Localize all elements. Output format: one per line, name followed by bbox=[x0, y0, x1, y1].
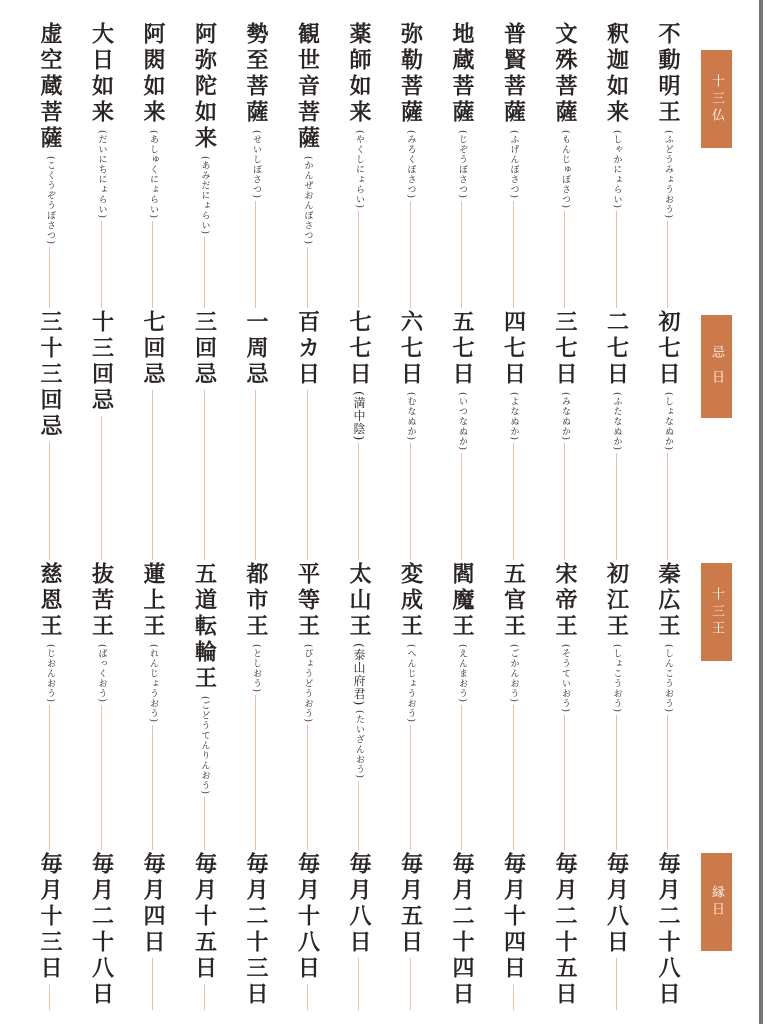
memorial-day: 四七日 bbox=[500, 310, 527, 388]
buddha-reading: (じぞうぼさつ) bbox=[457, 130, 467, 200]
buddha-reading: (もんじゅぼさつ) bbox=[560, 130, 570, 210]
buddha-cell bbox=[595, 20, 639, 211]
header-kinichi: 忌 日 bbox=[701, 315, 732, 418]
king-cell bbox=[646, 560, 690, 715]
memorial-day: 六七日 bbox=[397, 310, 424, 388]
ennichi-cell bbox=[543, 850, 587, 1010]
ennichi-cell bbox=[183, 850, 227, 984]
ennichi-cell bbox=[595, 850, 639, 958]
memorial-day-cell bbox=[80, 308, 124, 416]
buddha-name: 釈迦如来 bbox=[603, 22, 630, 126]
king-name: 太山王 bbox=[346, 562, 372, 640]
table-row bbox=[131, 20, 175, 1020]
ennichi-cell bbox=[28, 850, 72, 984]
memorial-day-cell bbox=[646, 308, 690, 453]
ennichi-day: 毎月十五日 bbox=[191, 852, 218, 982]
king-reading: (ごどうてんりんおう) bbox=[199, 696, 210, 796]
buddha-cell bbox=[337, 20, 381, 211]
memorial-day-cell bbox=[183, 308, 227, 390]
ennichi-cell bbox=[234, 850, 278, 1010]
king-name: 閻魔王 bbox=[449, 562, 475, 640]
buddha-reading: (ふどうみょうおう) bbox=[663, 130, 673, 220]
ennichi-cell bbox=[646, 850, 690, 1010]
king-reading: (ばっくおう) bbox=[96, 644, 107, 704]
king-alt-name: (泰山府君) bbox=[352, 643, 366, 707]
right-border bbox=[759, 0, 763, 1024]
buddha-reading: (かんぜおんぼさつ) bbox=[302, 156, 313, 246]
buddha-name: 阿弥陀如来 bbox=[191, 22, 218, 152]
memorial-day: 七七日 bbox=[346, 310, 372, 388]
king-cell bbox=[80, 560, 124, 705]
ennichi-day: 毎月二十五日 bbox=[552, 852, 578, 1008]
table-row bbox=[646, 20, 690, 1020]
king-name: 都市王 bbox=[243, 562, 269, 640]
buddha-cell bbox=[286, 20, 330, 247]
memorial-day-cell bbox=[389, 308, 433, 443]
king-cell bbox=[286, 560, 330, 725]
king-reading: (しんこうおう) bbox=[663, 644, 673, 714]
king-reading: (れんじょうおう) bbox=[148, 644, 158, 724]
memorial-day-reading: (ふたなぬか) bbox=[611, 392, 622, 452]
buddha-reading: (あしゅくにょらい) bbox=[148, 130, 158, 220]
table-row bbox=[440, 20, 484, 1020]
buddha-reading: (しゃかにょらい) bbox=[611, 130, 622, 210]
ennichi-cell bbox=[80, 850, 124, 1010]
memorial-day-cell bbox=[131, 308, 175, 390]
ennichi-cell bbox=[440, 850, 484, 1010]
king-reading: (ごかんおう) bbox=[508, 644, 519, 704]
king-reading: (そうていおう) bbox=[560, 644, 570, 714]
buddha-cell bbox=[28, 20, 72, 247]
ennichi-day: 毎月四日 bbox=[140, 852, 166, 956]
king-reading: (じおんおう) bbox=[45, 644, 55, 704]
buddha-name: 不動明王 bbox=[655, 22, 681, 126]
king-name: 宋帝王 bbox=[552, 562, 578, 640]
king-name: 平等王 bbox=[294, 562, 321, 640]
ennichi-day: 毎月二十八日 bbox=[655, 852, 681, 1008]
buddha-reading: (こくうぞうぼさつ) bbox=[45, 156, 55, 246]
king-cell bbox=[543, 560, 587, 715]
king-reading: (びょうどうおう) bbox=[302, 644, 313, 724]
king-cell bbox=[440, 560, 484, 705]
buddha-cell bbox=[183, 20, 227, 237]
table-row bbox=[80, 20, 124, 1020]
buddha-reading: (せいしぼさつ) bbox=[251, 130, 261, 200]
king-name: 初江王 bbox=[603, 562, 630, 640]
memorial-day-cell bbox=[595, 308, 639, 453]
king-reading: (えんまおう) bbox=[457, 644, 467, 704]
king-reading: (しょこうおう) bbox=[611, 644, 622, 714]
buddha-cell bbox=[646, 20, 690, 221]
memorial-day: 七回忌 bbox=[140, 310, 166, 388]
table-row bbox=[595, 20, 639, 1020]
memorial-day-cell bbox=[492, 308, 536, 443]
memorial-day-cell bbox=[543, 308, 587, 443]
buddha-cell bbox=[234, 20, 278, 201]
ennichi-day: 毎月二十三日 bbox=[243, 852, 269, 1008]
table-row bbox=[28, 20, 72, 1020]
buddha-name: 大日如来 bbox=[88, 22, 115, 126]
king-cell bbox=[337, 560, 381, 781]
king-reading: (としおう) bbox=[251, 644, 261, 694]
ennichi-day: 毎月二十四日 bbox=[449, 852, 475, 1008]
king-reading: (へんじょうおう) bbox=[405, 644, 416, 724]
ennichi-cell bbox=[286, 850, 330, 984]
ennichi-day: 毎月二十八日 bbox=[88, 852, 115, 1008]
table-row bbox=[337, 20, 381, 1020]
memorial-day: 百カ日 bbox=[294, 310, 321, 388]
table-row bbox=[492, 20, 536, 1020]
king-name: 五道転輪王 bbox=[191, 562, 218, 692]
ennichi-cell bbox=[131, 850, 175, 958]
buddha-name: 文殊菩薩 bbox=[552, 22, 578, 126]
king-cell bbox=[234, 560, 278, 695]
buddha-name: 薬師如来 bbox=[346, 22, 372, 126]
ennichi-cell bbox=[337, 850, 381, 958]
memorial-day: 三回忌 bbox=[191, 310, 218, 388]
buddha-reading: (みろくぼさつ) bbox=[405, 130, 416, 200]
king-cell bbox=[28, 560, 72, 705]
buddha-cell bbox=[389, 20, 433, 201]
king-name: 変成王 bbox=[397, 562, 424, 640]
memorial-day: 初七日 bbox=[655, 310, 681, 388]
ennichi-cell bbox=[492, 850, 536, 984]
table-row bbox=[389, 20, 433, 1020]
king-cell bbox=[389, 560, 433, 725]
king-cell bbox=[183, 560, 227, 797]
buddha-name: 観世音菩薩 bbox=[294, 22, 321, 152]
memorial-day-reading: (むなぬか) bbox=[405, 392, 416, 442]
buddha-cell bbox=[440, 20, 484, 201]
header-jusano: 十三王 bbox=[701, 563, 732, 661]
memorial-day-reading: (よなぬか) bbox=[508, 392, 519, 442]
king-cell bbox=[131, 560, 175, 725]
ennichi-day: 毎月八日 bbox=[346, 852, 372, 956]
king-name: 慈恩王 bbox=[37, 562, 63, 640]
king-name: 抜苦王 bbox=[88, 562, 115, 640]
buddha-name: 虚空蔵菩薩 bbox=[37, 22, 63, 152]
king-name: 蓮上王 bbox=[140, 562, 166, 640]
memorial-day: 五七日 bbox=[449, 310, 475, 388]
memorial-day-cell bbox=[440, 308, 484, 453]
buddha-name: 勢至菩薩 bbox=[243, 22, 269, 126]
table-row bbox=[543, 20, 587, 1020]
ennichi-day: 毎月十三日 bbox=[37, 852, 63, 982]
buddha-name: 地蔵菩薩 bbox=[449, 22, 475, 126]
buddha-reading: (やくしにょらい) bbox=[354, 130, 364, 210]
king-cell bbox=[595, 560, 639, 715]
ennichi-day: 毎月八日 bbox=[603, 852, 630, 956]
header-jusanbutsu: 十三仏 bbox=[701, 50, 732, 148]
buddha-name: 弥勒菩薩 bbox=[397, 22, 424, 126]
memorial-day-note: (満中陰) bbox=[352, 391, 366, 442]
king-name: 五官王 bbox=[500, 562, 527, 640]
memorial-day-cell bbox=[234, 308, 278, 390]
memorial-day: 一周忌 bbox=[243, 310, 269, 388]
memorial-day: 二七日 bbox=[603, 310, 630, 388]
buddha-cell bbox=[492, 20, 536, 201]
memorial-day-cell bbox=[337, 308, 381, 443]
king-reading: (たいざんおう) bbox=[354, 710, 364, 780]
buddha-name: 普賢菩薩 bbox=[500, 22, 527, 126]
buddha-reading: (だいにちにょらい) bbox=[96, 130, 107, 220]
ennichi-day: 毎月十四日 bbox=[500, 852, 527, 982]
memorial-day: 十三回忌 bbox=[88, 310, 115, 414]
buddha-cell bbox=[80, 20, 124, 221]
buddha-reading: (あみだにょらい) bbox=[199, 156, 210, 236]
king-cell bbox=[492, 560, 536, 705]
table-row bbox=[183, 20, 227, 1020]
king-name: 秦広王 bbox=[655, 562, 681, 640]
buddha-name: 阿閦如来 bbox=[140, 22, 166, 126]
buddha-cell bbox=[131, 20, 175, 221]
memorial-day-cell bbox=[28, 308, 72, 442]
header-ennichi: 縁日 bbox=[701, 853, 732, 951]
memorial-day-reading: (しょなぬか) bbox=[663, 392, 673, 452]
table-row bbox=[234, 20, 278, 1020]
memorial-day-reading: (みなぬか) bbox=[560, 392, 570, 442]
buddha-cell bbox=[543, 20, 587, 211]
ennichi-day: 毎月十八日 bbox=[294, 852, 321, 982]
memorial-day-reading: (いつなぬか) bbox=[457, 392, 467, 452]
ennichi-day: 毎月五日 bbox=[397, 852, 424, 956]
ennichi-cell bbox=[389, 850, 433, 958]
memorial-day-cell bbox=[286, 308, 330, 390]
buddha-reading: (ふげんぼさつ) bbox=[508, 130, 519, 200]
table-row bbox=[286, 20, 330, 1020]
memorial-day: 三七日 bbox=[552, 310, 578, 388]
memorial-day: 三十三回忌 bbox=[37, 310, 63, 440]
